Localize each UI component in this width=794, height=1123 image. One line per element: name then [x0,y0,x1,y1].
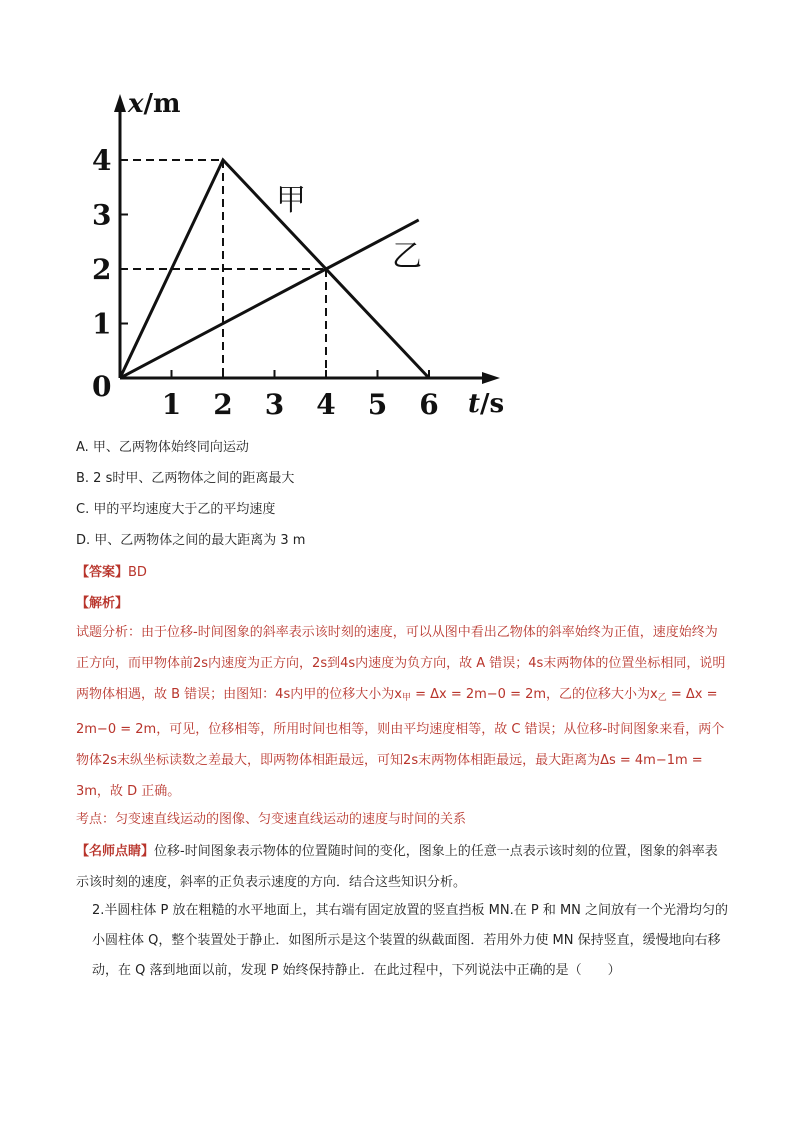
kaodian-line: 考点：匀变速直线运动的图像、匀变速直线运动的速度与时间的关系 [76,812,467,827]
answer-label: 【答案】 [76,565,129,580]
comment-label: 【名师点睛】 [76,844,155,859]
y-tick-label: 3 [92,198,112,232]
comment-paragraph [76,836,726,898]
x-tick-label: 1 [161,388,182,420]
y-tick-label: 4 [92,144,112,177]
y-axis-arrow [114,94,126,112]
y-tick-label: 1 [92,307,112,341]
analysis-label: 【解析】 [76,596,129,611]
x-axis-label: t/s [468,389,505,419]
y-axis-label: x/m [128,89,181,119]
question-2: 2.半圆柱体 P 放在粗糙的水平地面上，其右端有固定放置的竖直挡板 MN.在 P 和 MN 之间放有一个光滑均匀的小圆柱体 Q，整个装置处于静止．如图所示是这个装置的纵截面图．若用外力使 MN 保持竖直，缓慢地向右移动，在 Q 落到地面以前，发现 P 始终保持静止．在此过程中，下列说法中正确的是（ ） [92,903,729,978]
answer-line [76,561,147,580]
x-tick-label: 2 [213,388,233,420]
x-tick-label: 4 [316,388,336,420]
x-axis-arrow [482,372,500,384]
y-tick-label: 2 [92,253,112,286]
x-tick-label: 3 [264,388,285,420]
origin-label: 0 [92,370,112,403]
series-label-jia: 甲 [276,183,306,218]
series-line-yi [120,220,419,378]
analysis-text: 试题分析：由于位移-时间图象的斜率表示该时刻的速度，可以从图中看出乙物体的斜率始终为正值，速度始终为正方向，而甲物体前2s内速度为正方向，2s到4s内速度为负方向，故 A 错误；4s末两物体的位置坐标相同，说明两物体相遇，故 B 错误；由图知：4s内甲的位移大小为$x_甲 = \Delta x = 2m-0 = 2m$，乙的位移大小为$x_乙 = \Delta x = 2m-0 = 2m$，可见，位移相等，所用时间也相等，则由平均速度相等，故 C 错误；从位移-时间图象来看，两个物体2s末纵坐标读数之差最大，即两物体相距最远，可知2s末两物体相距最远，最大距离为Δs = 4m−1m = 3m，故 D 正确。 [76,625,726,799]
option-b: B. 2 s时甲、乙两物体之间的距离最大 [76,471,295,486]
answer-value: BD [128,565,147,580]
option-c: C. 甲的平均速度大于乙的平均速度 [76,502,276,517]
series-label-yi: 乙 [392,239,422,274]
x-tick-label: 6 [419,388,439,420]
x-tick-label: 5 [367,388,388,420]
position-time-graph [80,80,520,420]
comment-text: 位移-时间图象表示物体的位置随时间的变化，图象上的任意一点表示该时刻的位置，图象的斜率表示该时刻的速度，斜率的正负表示速度的方向．结合这些知识分析。 [76,844,718,890]
option-d: D. 甲、乙两物体之间的最大距离为 3 m [76,533,306,548]
option-a: A. 甲、乙两物体始终同向运动 [76,440,249,455]
